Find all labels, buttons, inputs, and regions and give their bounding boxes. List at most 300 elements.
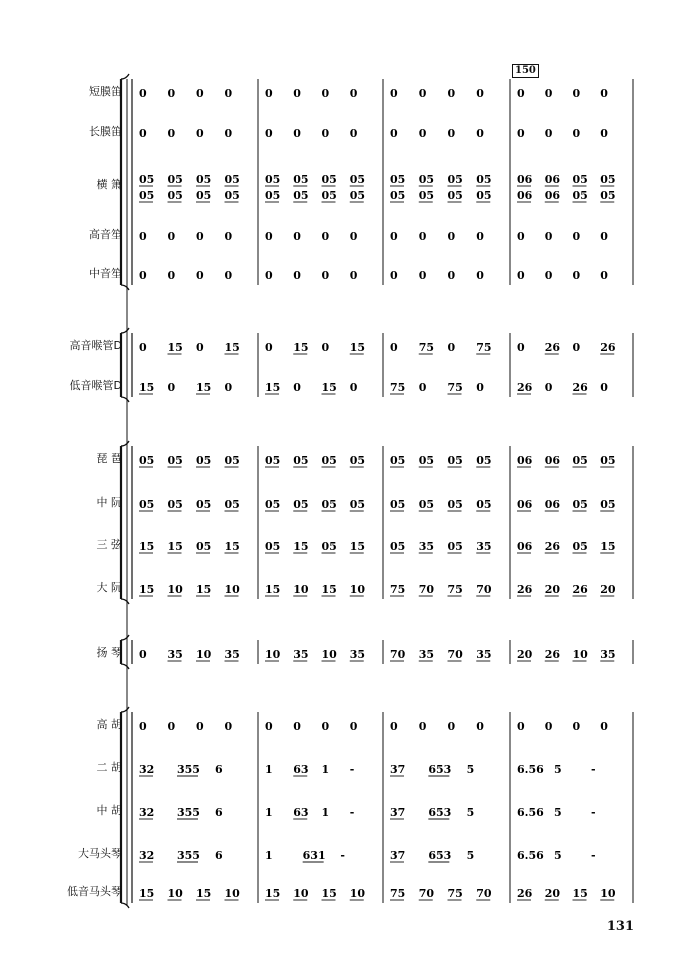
note-text: 05 bbox=[321, 540, 337, 553]
note-text: 10 bbox=[600, 887, 616, 900]
note-text: 26 bbox=[544, 341, 561, 354]
note-text: 05 bbox=[600, 189, 616, 202]
note-text: 10 bbox=[349, 583, 366, 596]
note-text: 0 bbox=[418, 127, 427, 140]
note-text: 70 bbox=[476, 887, 492, 900]
note-text: 0 bbox=[418, 269, 427, 282]
note-text: 6.56 bbox=[517, 763, 544, 776]
note-text: 0 bbox=[349, 720, 358, 733]
note-text: 0 bbox=[572, 269, 581, 282]
note-text: 15 bbox=[167, 540, 183, 553]
note-text: 10 bbox=[572, 648, 588, 661]
note-text: 0 bbox=[224, 720, 233, 733]
note-text: 35 bbox=[349, 648, 366, 661]
note-text: 05 bbox=[349, 189, 366, 202]
note-text: 05 bbox=[139, 189, 155, 202]
note-text: 0 bbox=[265, 341, 273, 354]
note-text: 0 bbox=[600, 381, 608, 394]
note-text: 05 bbox=[265, 540, 281, 553]
note-text: 0 bbox=[476, 127, 484, 140]
note-text: 15 bbox=[139, 583, 155, 596]
note-text: 05 bbox=[293, 173, 309, 186]
instrument-label: 大 阮 bbox=[96, 581, 122, 594]
note-text: 0 bbox=[293, 127, 301, 140]
note-text: 70 bbox=[476, 583, 492, 596]
note-text: 05 bbox=[349, 454, 366, 467]
note-text: 05 bbox=[390, 540, 406, 553]
note-text: 06 bbox=[517, 454, 533, 467]
note-text: 70 bbox=[418, 887, 435, 900]
note-text: 05 bbox=[349, 173, 366, 186]
note-text: 05 bbox=[600, 498, 616, 511]
note-text: 0 bbox=[167, 269, 176, 282]
note-text: 0 bbox=[224, 87, 233, 100]
note-text: 06 bbox=[544, 454, 561, 467]
note-text: 06 bbox=[544, 189, 561, 202]
note-text: 0 bbox=[572, 720, 581, 733]
note-text: 35 bbox=[418, 540, 435, 553]
note-text: 35 bbox=[224, 648, 240, 661]
note-text: 0 bbox=[139, 341, 147, 354]
note-text: 0 bbox=[418, 381, 427, 394]
note-text: 0 bbox=[224, 381, 233, 394]
note-text: 06 bbox=[544, 498, 561, 511]
note-text: 35 bbox=[476, 648, 492, 661]
note-text: 0 bbox=[139, 269, 147, 282]
note-text: 5 bbox=[466, 763, 475, 776]
note-text: 35 bbox=[418, 648, 435, 661]
note-text: 75 bbox=[390, 583, 406, 596]
note-text: 0 bbox=[447, 269, 456, 282]
instrument-label: 中 阮 bbox=[96, 496, 122, 509]
note-text: 05 bbox=[447, 454, 463, 467]
note-text: 653 bbox=[428, 849, 452, 862]
note-text: 0 bbox=[167, 720, 176, 733]
note-text: 15 bbox=[139, 540, 155, 553]
instrument-label: 低音喉管D bbox=[69, 379, 122, 392]
note-text: 0 bbox=[447, 341, 456, 354]
note-text: 05 bbox=[196, 498, 212, 511]
note-text: 10 bbox=[321, 648, 337, 661]
note-text: 05 bbox=[265, 454, 281, 467]
note-text: 0 bbox=[517, 127, 525, 140]
note-text: 0 bbox=[196, 341, 204, 354]
note-text: - bbox=[340, 849, 345, 862]
note-text: 0 bbox=[196, 230, 204, 243]
note-text: 0 bbox=[572, 87, 581, 100]
note-text: 0 bbox=[196, 87, 204, 100]
note-text: 0 bbox=[447, 230, 456, 243]
note-text: 05 bbox=[572, 189, 588, 202]
instrument-label: 高音笙 bbox=[89, 228, 122, 241]
note-text: 0 bbox=[600, 720, 608, 733]
note-text: 32 bbox=[139, 806, 155, 819]
note-text: 0 bbox=[265, 87, 273, 100]
note-text: 15 bbox=[196, 583, 212, 596]
note-text: 0 bbox=[265, 720, 273, 733]
note-text: 05 bbox=[447, 540, 463, 553]
note-text: 75 bbox=[390, 887, 406, 900]
note-text: 70 bbox=[418, 583, 435, 596]
note-text: 15 bbox=[321, 381, 337, 394]
note-text: 15 bbox=[321, 583, 337, 596]
note-text: 6 bbox=[215, 763, 223, 776]
instrument-label: 三 弦 bbox=[96, 538, 122, 551]
note-text: 0 bbox=[544, 230, 553, 243]
note-text: 0 bbox=[447, 720, 456, 733]
note-text: 05 bbox=[293, 498, 309, 511]
note-text: - bbox=[349, 806, 355, 819]
note-text: 70 bbox=[447, 648, 463, 661]
note-text: 05 bbox=[224, 173, 240, 186]
note-text: 631 bbox=[302, 849, 326, 862]
instrument-label: 长膜笛 bbox=[89, 125, 122, 138]
note-text: 15 bbox=[265, 887, 281, 900]
note-text: 0 bbox=[572, 341, 581, 354]
bracket-hook bbox=[121, 328, 129, 333]
note-text: 0 bbox=[600, 230, 608, 243]
note-text: 0 bbox=[476, 87, 484, 100]
note-text: 15 bbox=[167, 341, 183, 354]
note-text: 05 bbox=[418, 189, 435, 202]
note-text: 35 bbox=[476, 540, 492, 553]
instrument-label: 扬 琴 bbox=[96, 646, 122, 659]
note-text: 32 bbox=[139, 849, 155, 862]
instrument-label: 低音马头琴 bbox=[67, 885, 122, 898]
note-text: 15 bbox=[349, 540, 366, 553]
note-text: 0 bbox=[321, 127, 330, 140]
note-text: 0 bbox=[544, 87, 553, 100]
note-text: 0 bbox=[321, 269, 330, 282]
note-text: 0 bbox=[196, 720, 204, 733]
note-text: 1 bbox=[265, 763, 273, 776]
note-text: 05 bbox=[139, 454, 155, 467]
note-text: 0 bbox=[293, 230, 301, 243]
note-text: 05 bbox=[224, 454, 240, 467]
instrument-label: 大马头琴 bbox=[78, 847, 122, 860]
note-text: 1 bbox=[265, 849, 273, 862]
note-text: 0 bbox=[349, 87, 358, 100]
instrument-label: 横 箫 bbox=[96, 178, 122, 191]
note-text: 0 bbox=[517, 230, 525, 243]
note-text: 26 bbox=[544, 648, 561, 661]
note-text: 26 bbox=[517, 583, 533, 596]
note-text: 05 bbox=[572, 454, 588, 467]
note-text: 75 bbox=[476, 341, 492, 354]
note-text: 1 bbox=[265, 806, 273, 819]
note-text: 26 bbox=[572, 583, 588, 596]
note-text: 35 bbox=[600, 648, 616, 661]
note-text: 0 bbox=[224, 127, 233, 140]
note-text: 0 bbox=[476, 230, 484, 243]
note-text: 15 bbox=[349, 341, 366, 354]
note-text: 0 bbox=[196, 127, 204, 140]
note-text: 15 bbox=[224, 341, 240, 354]
note-text: 0 bbox=[293, 381, 301, 394]
note-text: 05 bbox=[224, 498, 240, 511]
note-text: 63 bbox=[293, 806, 309, 819]
note-text: 355 bbox=[177, 763, 200, 776]
bracket-hook bbox=[121, 903, 129, 908]
note-text: 0 bbox=[390, 127, 398, 140]
note-text: 10 bbox=[167, 583, 183, 596]
note-text: 05 bbox=[418, 173, 435, 186]
note-text: 0 bbox=[544, 720, 553, 733]
note-text: - bbox=[591, 849, 596, 862]
note-text: 0 bbox=[572, 127, 581, 140]
note-text: 0 bbox=[321, 230, 330, 243]
note-text: 75 bbox=[447, 887, 463, 900]
note-text: 653 bbox=[428, 806, 452, 819]
bracket-hook bbox=[121, 285, 129, 290]
note-text: - bbox=[591, 763, 596, 776]
note-text: 05 bbox=[418, 498, 435, 511]
note-text: 05 bbox=[572, 540, 588, 553]
note-text: 05 bbox=[196, 454, 212, 467]
note-text: 05 bbox=[293, 189, 309, 202]
note-text: 05 bbox=[600, 454, 616, 467]
note-text: 75 bbox=[418, 341, 435, 354]
note-text: - bbox=[591, 806, 596, 819]
note-text: 15 bbox=[265, 583, 281, 596]
note-text: 10 bbox=[224, 887, 240, 900]
note-text: 06 bbox=[517, 540, 533, 553]
note-text: 05 bbox=[447, 189, 463, 202]
note-text: 0 bbox=[139, 87, 147, 100]
note-text: 0 bbox=[447, 87, 456, 100]
note-text: 05 bbox=[476, 189, 492, 202]
note-text: 20 bbox=[544, 583, 561, 596]
note-text: 15 bbox=[265, 381, 281, 394]
note-text: 15 bbox=[139, 381, 155, 394]
note-text: 15 bbox=[224, 540, 240, 553]
bracket-hook bbox=[121, 74, 129, 79]
note-text: 0 bbox=[167, 87, 176, 100]
note-text: 6 bbox=[215, 849, 223, 862]
bracket-hook bbox=[121, 441, 129, 446]
note-text: 5 bbox=[466, 806, 475, 819]
instrument-label: 中音笙 bbox=[89, 267, 122, 280]
note-text: 0 bbox=[418, 230, 427, 243]
note-text: 1 bbox=[321, 806, 330, 819]
note-text: 0 bbox=[265, 127, 273, 140]
note-text: 05 bbox=[321, 189, 337, 202]
note-text: 0 bbox=[517, 269, 525, 282]
note-text: 05 bbox=[196, 189, 212, 202]
note-text: 05 bbox=[167, 454, 183, 467]
note-text: 0 bbox=[418, 720, 427, 733]
note-text: 05 bbox=[139, 498, 155, 511]
note-text: 0 bbox=[321, 341, 330, 354]
note-text: 0 bbox=[167, 127, 176, 140]
note-text: 05 bbox=[447, 173, 463, 186]
note-text: 05 bbox=[390, 189, 406, 202]
note-text: 0 bbox=[476, 269, 484, 282]
note-text: 05 bbox=[167, 189, 183, 202]
note-text: 05 bbox=[447, 498, 463, 511]
note-text: 06 bbox=[517, 498, 533, 511]
note-text: 0 bbox=[321, 87, 330, 100]
note-text: 0 bbox=[390, 230, 398, 243]
note-text: 20 bbox=[517, 648, 533, 661]
note-text: 75 bbox=[390, 381, 406, 394]
note-text: 0 bbox=[517, 87, 525, 100]
note-text: 35 bbox=[293, 648, 309, 661]
note-text: 15 bbox=[293, 540, 309, 553]
note-text: 0 bbox=[517, 720, 525, 733]
note-text: 37 bbox=[390, 849, 406, 862]
note-text: 26 bbox=[572, 381, 588, 394]
bracket-hook bbox=[121, 635, 129, 640]
note-text: 0 bbox=[321, 720, 330, 733]
note-text: 05 bbox=[390, 498, 406, 511]
note-text: 05 bbox=[196, 173, 212, 186]
note-text: 653 bbox=[428, 763, 452, 776]
instrument-label: 高 胡 bbox=[96, 718, 122, 731]
bracket-hook bbox=[121, 397, 129, 402]
note-text: 05 bbox=[390, 454, 406, 467]
note-text: 0 bbox=[517, 341, 525, 354]
note-text: 05 bbox=[139, 173, 155, 186]
note-text: 0 bbox=[390, 87, 398, 100]
note-text: 10 bbox=[293, 583, 309, 596]
note-text: 26 bbox=[517, 381, 533, 394]
rehearsal-mark: 150 bbox=[512, 64, 539, 78]
note-text: 0 bbox=[390, 269, 398, 282]
note-text: 05 bbox=[390, 173, 406, 186]
note-text: 15 bbox=[600, 540, 616, 553]
note-text: 0 bbox=[265, 230, 273, 243]
note-text: 26 bbox=[544, 540, 561, 553]
note-text: 05 bbox=[476, 498, 492, 511]
note-text: 05 bbox=[572, 498, 588, 511]
note-text: 15 bbox=[139, 887, 155, 900]
note-text: 0 bbox=[600, 269, 608, 282]
note-text: 15 bbox=[196, 887, 212, 900]
note-text: 0 bbox=[139, 127, 147, 140]
note-text: 05 bbox=[167, 498, 183, 511]
note-text: 0 bbox=[349, 127, 358, 140]
note-text: 0 bbox=[167, 230, 176, 243]
note-text: 15 bbox=[196, 381, 212, 394]
note-text: 05 bbox=[196, 540, 212, 553]
note-text: 0 bbox=[390, 341, 398, 354]
note-text: 0 bbox=[293, 87, 301, 100]
note-text: 0 bbox=[476, 720, 484, 733]
note-text: 05 bbox=[349, 498, 366, 511]
note-text: 37 bbox=[390, 806, 406, 819]
note-text: 75 bbox=[447, 583, 463, 596]
note-text: 15 bbox=[572, 887, 588, 900]
note-text: 0 bbox=[544, 381, 553, 394]
note-text: 0 bbox=[476, 381, 484, 394]
note-text: 10 bbox=[196, 648, 212, 661]
note-text: 5 bbox=[554, 806, 562, 819]
note-text: 05 bbox=[265, 498, 281, 511]
note-text: 05 bbox=[600, 173, 616, 186]
note-text: 70 bbox=[390, 648, 406, 661]
note-text: 355 bbox=[177, 849, 200, 862]
note-text: 06 bbox=[517, 189, 533, 202]
bracket-hook bbox=[121, 707, 129, 712]
note-text: 5 bbox=[466, 849, 475, 862]
note-text: 0 bbox=[447, 127, 456, 140]
note-text: 15 bbox=[293, 341, 309, 354]
note-text: 26 bbox=[600, 341, 616, 354]
note-text: 37 bbox=[390, 763, 406, 776]
note-text: 05 bbox=[321, 173, 337, 186]
instrument-label: 二 胡 bbox=[96, 761, 122, 774]
instrument-label: 中 胡 bbox=[96, 804, 122, 817]
note-text: 0 bbox=[293, 720, 301, 733]
note-text: 0 bbox=[139, 720, 147, 733]
note-text: 0 bbox=[224, 269, 233, 282]
note-text: 0 bbox=[293, 269, 301, 282]
note-text: 0 bbox=[544, 269, 553, 282]
note-text: 05 bbox=[265, 189, 281, 202]
note-text: 32 bbox=[139, 763, 155, 776]
note-text: 0 bbox=[600, 87, 608, 100]
note-text: 05 bbox=[265, 173, 281, 186]
note-text: 355 bbox=[177, 806, 200, 819]
note-text: 1 bbox=[321, 763, 330, 776]
note-text: 05 bbox=[321, 498, 337, 511]
note-text: 0 bbox=[265, 269, 273, 282]
note-text: 05 bbox=[418, 454, 435, 467]
note-text: 05 bbox=[167, 173, 183, 186]
note-text: 05 bbox=[476, 454, 492, 467]
note-text: 6.56 bbox=[517, 806, 544, 819]
note-text: 0 bbox=[139, 648, 147, 661]
note-text: 0 bbox=[167, 381, 176, 394]
note-text: 05 bbox=[224, 189, 240, 202]
note-text: 0 bbox=[139, 230, 147, 243]
note-text: 0 bbox=[544, 127, 553, 140]
note-text: 26 bbox=[517, 887, 533, 900]
note-text: 0 bbox=[196, 269, 204, 282]
note-text: 05 bbox=[321, 454, 337, 467]
note-text: 20 bbox=[600, 583, 616, 596]
note-text: 0 bbox=[224, 230, 233, 243]
page-number: 131 bbox=[606, 919, 634, 934]
note-text: 10 bbox=[167, 887, 183, 900]
instrument-label: 短膜笛 bbox=[89, 85, 122, 98]
note-text: 20 bbox=[544, 887, 561, 900]
note-text: 15 bbox=[321, 887, 337, 900]
note-text: - bbox=[349, 763, 355, 776]
note-text: 5 bbox=[554, 763, 562, 776]
instrument-label: 琵 琶 bbox=[96, 452, 122, 465]
note-text: 06 bbox=[544, 173, 561, 186]
note-text: 10 bbox=[293, 887, 309, 900]
note-text: 10 bbox=[265, 648, 281, 661]
note-text: 0 bbox=[572, 230, 581, 243]
note-text: 05 bbox=[476, 173, 492, 186]
note-text: 6.56 bbox=[517, 849, 544, 862]
instrument-label: 高音喉管D bbox=[69, 339, 122, 352]
note-text: 35 bbox=[167, 648, 183, 661]
note-text: 63 bbox=[293, 763, 309, 776]
note-text: 6 bbox=[215, 806, 223, 819]
note-text: 0 bbox=[349, 381, 358, 394]
note-text: 10 bbox=[349, 887, 366, 900]
note-text: 75 bbox=[447, 381, 463, 394]
note-text: 05 bbox=[572, 173, 588, 186]
note-text: 0 bbox=[600, 127, 608, 140]
bracket-hook bbox=[121, 664, 129, 669]
note-text: 10 bbox=[224, 583, 240, 596]
note-text: 5 bbox=[554, 849, 562, 862]
